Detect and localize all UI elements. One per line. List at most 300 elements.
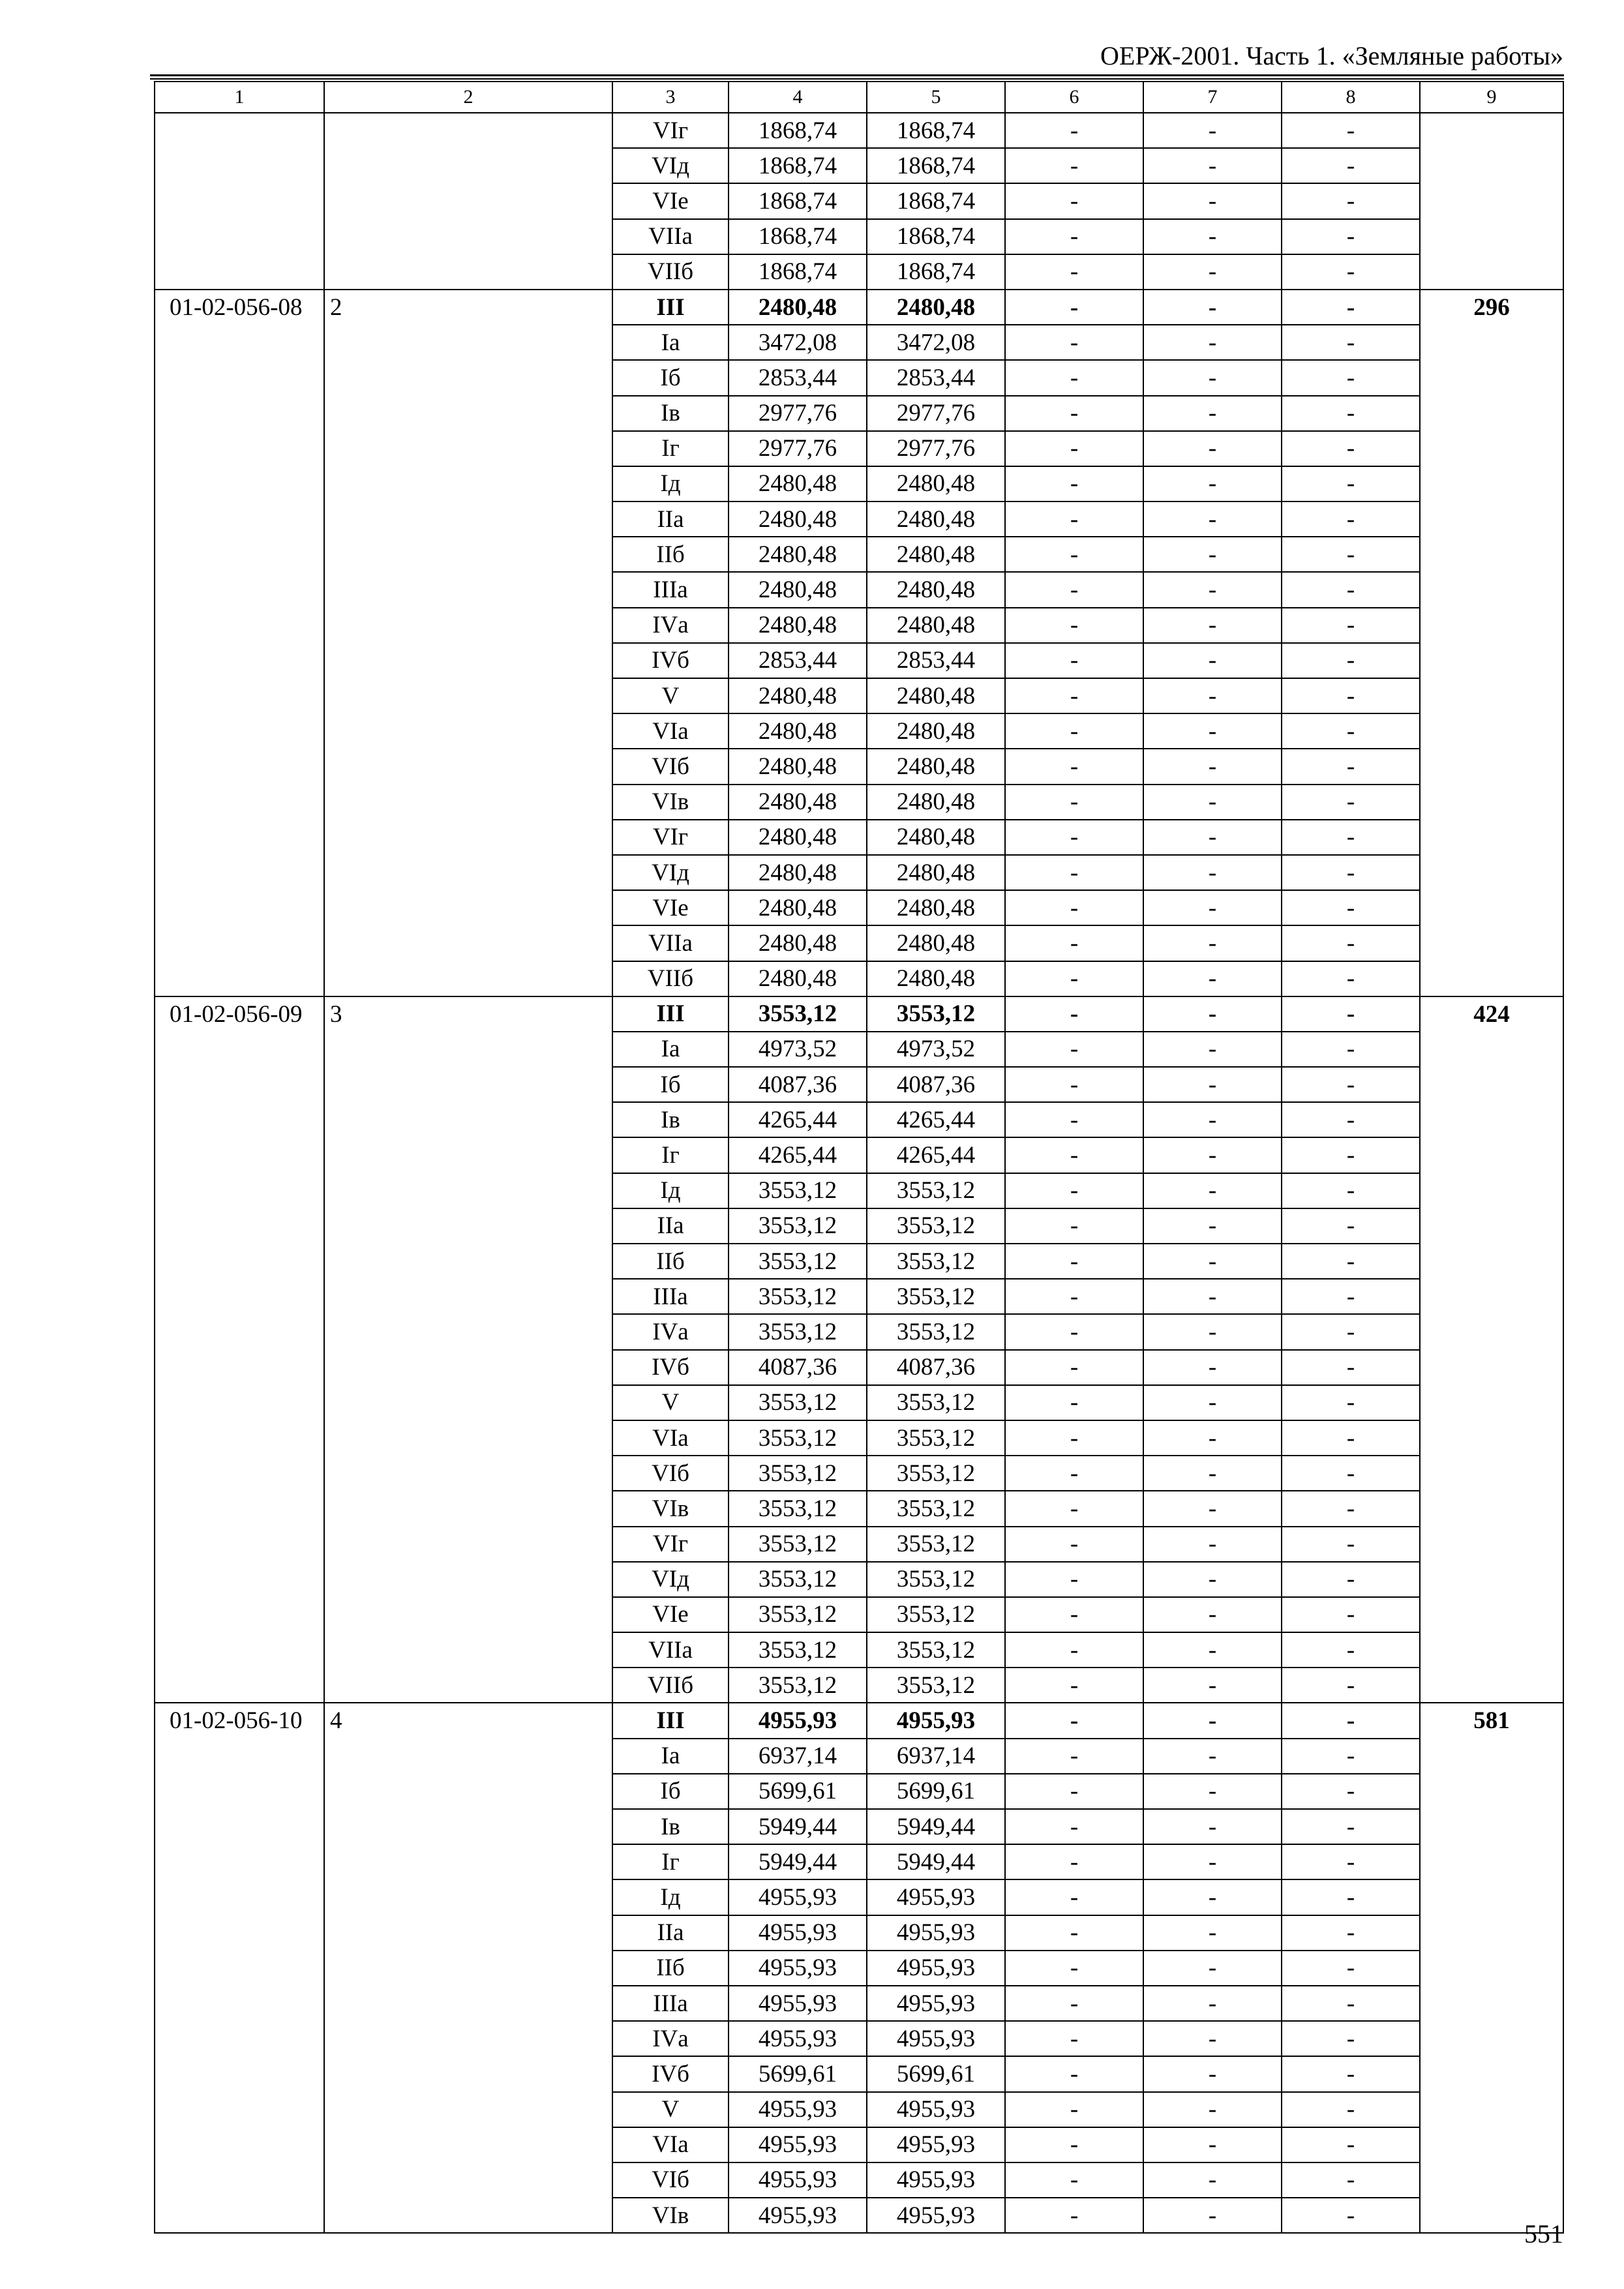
value-cell: 4265,44 <box>867 1102 1005 1137</box>
value-cell: 4955,93 <box>867 1915 1005 1951</box>
value-cell: 2480,48 <box>867 466 1005 501</box>
value-cell: 4955,93 <box>729 2162 867 2198</box>
value-cell: 1868,74 <box>729 113 867 148</box>
value-cell: 3553,12 <box>867 1314 1005 1349</box>
value-cell: - <box>1005 325 1143 360</box>
column-9-cell: 296 <box>1420 290 1563 996</box>
value-cell: - <box>1005 1951 1143 1986</box>
value-cell: 4973,52 <box>729 1032 867 1067</box>
category-cell: VIIб <box>612 254 729 290</box>
value-cell: - <box>1282 113 1420 148</box>
value-cell: - <box>1143 113 1282 148</box>
value-cell: - <box>1005 360 1143 395</box>
category-cell: VIа <box>612 1420 729 1456</box>
value-cell: - <box>1005 1915 1143 1951</box>
category-cell: IIIа <box>612 1986 729 2021</box>
value-cell: 2977,76 <box>729 396 867 431</box>
value-cell: 4955,93 <box>729 1986 867 2021</box>
value-cell: - <box>1282 643 1420 678</box>
value-cell: - <box>1282 996 1420 1032</box>
value-cell: 5949,44 <box>867 1844 1005 1879</box>
value-cell: - <box>1005 2127 1143 2162</box>
column-number: 8 <box>1282 82 1420 113</box>
column-number: 3 <box>612 82 729 113</box>
column-number: 9 <box>1420 82 1563 113</box>
value-cell: - <box>1005 1244 1143 1279</box>
category-cell: IIб <box>612 537 729 572</box>
value-cell: 1868,74 <box>867 148 1005 183</box>
value-cell: - <box>1143 219 1282 254</box>
value-cell: - <box>1005 290 1143 325</box>
column-9-cell: 424 <box>1420 996 1563 1703</box>
value-cell: - <box>1005 1491 1143 1526</box>
value-cell: - <box>1005 996 1143 1032</box>
category-cell: Iд <box>612 1173 729 1208</box>
category-cell: VIд <box>612 148 729 183</box>
value-cell: 2480,48 <box>729 890 867 925</box>
value-cell: - <box>1143 1739 1282 1774</box>
value-cell: - <box>1143 1527 1282 1562</box>
value-cell: - <box>1005 2092 1143 2127</box>
value-cell: - <box>1282 713 1420 749</box>
value-cell: - <box>1143 1314 1282 1349</box>
value-cell: 4265,44 <box>867 1137 1005 1173</box>
category-cell: III <box>612 996 729 1032</box>
value-cell: - <box>1282 785 1420 820</box>
column-number: 7 <box>1143 82 1282 113</box>
price-table <box>154 81 1564 2234</box>
category-cell: Iв <box>612 1102 729 1137</box>
value-cell: - <box>1282 1456 1420 1491</box>
category-cell: Iд <box>612 1879 729 1915</box>
value-cell: - <box>1143 466 1282 501</box>
category-cell: Iа <box>612 1032 729 1067</box>
value-cell: 2480,48 <box>867 855 1005 890</box>
category-cell: VIе <box>612 183 729 218</box>
value-cell: - <box>1282 254 1420 290</box>
value-cell: 3553,12 <box>729 1632 867 1668</box>
category-cell: IVа <box>612 2021 729 2056</box>
value-cell: - <box>1282 1385 1420 1420</box>
value-cell: 1868,74 <box>729 148 867 183</box>
column-number: 2 <box>324 82 612 113</box>
value-cell: 2480,48 <box>867 290 1005 325</box>
value-cell: - <box>1282 1703 1420 1738</box>
value-cell: 2480,48 <box>867 749 1005 784</box>
value-cell: 4955,93 <box>867 1879 1005 1915</box>
value-cell: - <box>1143 1986 1282 2021</box>
value-cell: - <box>1005 1173 1143 1208</box>
value-cell: - <box>1282 466 1420 501</box>
value-cell: - <box>1005 183 1143 218</box>
value-cell: 3553,12 <box>867 1491 1005 1526</box>
value-cell: 3553,12 <box>729 1597 867 1632</box>
value-cell: - <box>1005 1279 1143 1314</box>
table-row <box>155 290 1563 325</box>
value-cell: 2480,48 <box>729 501 867 537</box>
table-body <box>155 82 1563 2233</box>
column-2-cell: 3 <box>324 996 612 1703</box>
value-cell: - <box>1143 996 1282 1032</box>
value-cell: - <box>1143 2021 1282 2056</box>
value-cell: 2480,48 <box>729 785 867 820</box>
value-cell: - <box>1143 1562 1282 1597</box>
value-cell: 1868,74 <box>729 183 867 218</box>
value-cell: - <box>1143 961 1282 996</box>
value-cell: - <box>1282 1137 1420 1173</box>
category-cell: IIIа <box>612 572 729 607</box>
value-cell: - <box>1005 1703 1143 1738</box>
value-cell: 2480,48 <box>867 925 1005 961</box>
value-cell: - <box>1143 1879 1282 1915</box>
value-cell: - <box>1005 1527 1143 1562</box>
value-cell: 3553,12 <box>867 1562 1005 1597</box>
category-cell: IVа <box>612 1314 729 1349</box>
category-cell: Iг <box>612 1137 729 1173</box>
value-cell: 2480,48 <box>729 749 867 784</box>
value-cell: 2853,44 <box>867 643 1005 678</box>
value-cell: - <box>1143 1456 1282 1491</box>
value-cell: - <box>1143 290 1282 325</box>
value-cell: - <box>1143 678 1282 713</box>
value-cell: - <box>1143 572 1282 607</box>
value-cell: - <box>1005 537 1143 572</box>
value-cell: 2480,48 <box>729 713 867 749</box>
value-cell: 2480,48 <box>867 537 1005 572</box>
value-cell: 2480,48 <box>729 290 867 325</box>
value-cell: - <box>1282 501 1420 537</box>
value-cell: - <box>1282 1986 1420 2021</box>
value-cell: - <box>1282 1527 1420 1562</box>
value-cell: - <box>1143 608 1282 643</box>
value-cell: - <box>1282 1102 1420 1137</box>
value-cell: 4955,93 <box>867 2198 1005 2233</box>
value-cell: - <box>1143 1137 1282 1173</box>
value-cell: - <box>1143 1032 1282 1067</box>
value-cell: - <box>1005 2021 1143 2056</box>
category-cell: IIа <box>612 501 729 537</box>
value-cell: 2977,76 <box>867 396 1005 431</box>
value-cell: 5699,61 <box>867 2056 1005 2091</box>
value-cell: 3553,12 <box>867 1385 1005 1420</box>
value-cell: - <box>1282 1562 1420 1597</box>
value-cell: - <box>1282 1597 1420 1632</box>
value-cell: - <box>1282 183 1420 218</box>
value-cell: - <box>1143 2198 1282 2233</box>
value-cell: - <box>1282 360 1420 395</box>
value-cell: 3553,12 <box>729 1491 867 1526</box>
category-cell: VIв <box>612 785 729 820</box>
value-cell: - <box>1143 1915 1282 1951</box>
value-cell: - <box>1005 1032 1143 1067</box>
value-cell: - <box>1005 1879 1143 1915</box>
column-9-cell <box>1420 113 1563 290</box>
value-cell: - <box>1282 537 1420 572</box>
value-cell: 4955,93 <box>867 1703 1005 1738</box>
value-cell: - <box>1005 1067 1143 1102</box>
value-cell: - <box>1143 1844 1282 1879</box>
value-cell: 3553,12 <box>867 1632 1005 1668</box>
category-cell: VIб <box>612 749 729 784</box>
category-cell: VIв <box>612 1491 729 1526</box>
value-cell: 5949,44 <box>729 1844 867 1879</box>
value-cell: - <box>1143 855 1282 890</box>
value-cell: 3553,12 <box>729 1385 867 1420</box>
value-cell: 4955,93 <box>867 2021 1005 2056</box>
value-cell: 4955,93 <box>729 1951 867 1986</box>
value-cell: - <box>1005 608 1143 643</box>
value-cell: - <box>1143 1951 1282 1986</box>
value-cell: 3553,12 <box>729 1244 867 1279</box>
value-cell: - <box>1005 785 1143 820</box>
value-cell: - <box>1282 749 1420 784</box>
value-cell: - <box>1143 1173 1282 1208</box>
value-cell: 2480,48 <box>729 572 867 607</box>
header-rule <box>150 78 1564 80</box>
category-cell: Iг <box>612 431 729 466</box>
value-cell: - <box>1282 1279 1420 1314</box>
category-cell: IVа <box>612 608 729 643</box>
category-cell: VIIб <box>612 961 729 996</box>
value-cell: - <box>1143 713 1282 749</box>
value-cell: 3472,08 <box>867 325 1005 360</box>
value-cell: 4955,93 <box>729 1879 867 1915</box>
value-cell: - <box>1282 290 1420 325</box>
value-cell: - <box>1143 1809 1282 1844</box>
value-cell: - <box>1005 572 1143 607</box>
value-cell: 2480,48 <box>867 713 1005 749</box>
rate-code-cell: 01-02-056-09 <box>155 996 324 1703</box>
value-cell: - <box>1143 1244 1282 1279</box>
value-cell: - <box>1005 1986 1143 2021</box>
value-cell: - <box>1005 1562 1143 1597</box>
category-cell: VIб <box>612 1456 729 1491</box>
value-cell: 3553,12 <box>867 1173 1005 1208</box>
value-cell: 3553,12 <box>867 1456 1005 1491</box>
column-2-cell: 4 <box>324 1703 612 2233</box>
value-cell: - <box>1282 1951 1420 1986</box>
category-cell: IVб <box>612 1350 729 1385</box>
category-cell: Iа <box>612 1739 729 1774</box>
value-cell: - <box>1282 1809 1420 1844</box>
category-cell: Iб <box>612 360 729 395</box>
value-cell: 2480,48 <box>729 820 867 855</box>
value-cell: - <box>1143 643 1282 678</box>
value-cell: 5699,61 <box>729 2056 867 2091</box>
value-cell: - <box>1005 501 1143 537</box>
value-cell: - <box>1143 1597 1282 1632</box>
value-cell: - <box>1282 2021 1420 2056</box>
value-cell: 3553,12 <box>729 1420 867 1456</box>
value-cell: 4955,93 <box>867 1986 1005 2021</box>
category-cell: VIг <box>612 820 729 855</box>
value-cell: - <box>1143 749 1282 784</box>
value-cell: - <box>1282 2056 1420 2091</box>
value-cell: - <box>1143 1668 1282 1703</box>
page-header-title: ОЕРЖ-2001. Часть 1. «Земляные работы» <box>1100 41 1563 70</box>
value-cell: - <box>1282 2162 1420 2198</box>
value-cell: 1868,74 <box>867 254 1005 290</box>
value-cell: 4955,93 <box>729 2021 867 2056</box>
value-cell: - <box>1282 1632 1420 1668</box>
value-cell: 3553,12 <box>729 996 867 1032</box>
value-cell: - <box>1282 1915 1420 1951</box>
value-cell: 4955,93 <box>867 2092 1005 2127</box>
column-2-cell: 2 <box>324 290 612 996</box>
value-cell: 2480,48 <box>867 820 1005 855</box>
value-cell: - <box>1282 1739 1420 1774</box>
value-cell: 4087,36 <box>867 1067 1005 1102</box>
category-cell: VIе <box>612 890 729 925</box>
category-cell: IIIа <box>612 1279 729 1314</box>
value-cell: 4955,93 <box>729 1915 867 1951</box>
value-cell: - <box>1282 925 1420 961</box>
value-cell: - <box>1143 501 1282 537</box>
value-cell: 2480,48 <box>867 572 1005 607</box>
value-cell: - <box>1282 890 1420 925</box>
value-cell: - <box>1282 961 1420 996</box>
value-cell: - <box>1282 820 1420 855</box>
category-cell: IVб <box>612 643 729 678</box>
value-cell: - <box>1005 1208 1143 1244</box>
value-cell: - <box>1005 396 1143 431</box>
value-cell: - <box>1143 1208 1282 1244</box>
table-row <box>155 1703 1563 1738</box>
value-cell: 2480,48 <box>867 890 1005 925</box>
value-cell: 2480,48 <box>729 466 867 501</box>
category-cell: VIд <box>612 1562 729 1597</box>
value-cell: - <box>1005 1137 1143 1173</box>
value-cell: - <box>1143 820 1282 855</box>
category-cell: V <box>612 2092 729 2127</box>
category-cell: Iв <box>612 1809 729 1844</box>
category-cell: VIIа <box>612 925 729 961</box>
value-cell: - <box>1005 254 1143 290</box>
category-cell: III <box>612 1703 729 1738</box>
value-cell: 5699,61 <box>867 1774 1005 1809</box>
value-cell: - <box>1143 325 1282 360</box>
value-cell: 3553,12 <box>867 996 1005 1032</box>
value-cell: 6937,14 <box>867 1739 1005 1774</box>
value-cell: - <box>1282 325 1420 360</box>
table-row <box>155 996 1563 1032</box>
value-cell: - <box>1282 1314 1420 1349</box>
value-cell: - <box>1005 1774 1143 1809</box>
value-cell: - <box>1005 925 1143 961</box>
category-cell: VIб <box>612 2162 729 2198</box>
value-cell: - <box>1282 1208 1420 1244</box>
value-cell: - <box>1143 1279 1282 1314</box>
category-cell: VIIа <box>612 219 729 254</box>
value-cell: 2480,48 <box>867 608 1005 643</box>
value-cell: 4265,44 <box>729 1137 867 1173</box>
value-cell: - <box>1143 2162 1282 2198</box>
category-cell: III <box>612 290 729 325</box>
value-cell: 2480,48 <box>867 678 1005 713</box>
column-9-cell: 581 <box>1420 1703 1563 2233</box>
value-cell: 2480,48 <box>867 961 1005 996</box>
value-cell: 3553,12 <box>867 1244 1005 1279</box>
category-cell: Iб <box>612 1067 729 1102</box>
value-cell: - <box>1005 678 1143 713</box>
value-cell: - <box>1005 1314 1143 1349</box>
category-cell: IIа <box>612 1915 729 1951</box>
value-cell: 3553,12 <box>729 1173 867 1208</box>
value-cell: 3472,08 <box>729 325 867 360</box>
value-cell: - <box>1005 1350 1143 1385</box>
value-cell: 2977,76 <box>867 431 1005 466</box>
value-cell: - <box>1005 643 1143 678</box>
value-cell: 4955,93 <box>729 2092 867 2127</box>
value-cell: - <box>1005 1668 1143 1703</box>
category-cell: IIб <box>612 1951 729 1986</box>
value-cell: - <box>1143 2056 1282 2091</box>
category-cell: VIе <box>612 1597 729 1632</box>
value-cell: - <box>1282 1668 1420 1703</box>
value-cell: - <box>1282 2127 1420 2162</box>
rate-code-cell: 01-02-056-08 <box>155 290 324 996</box>
value-cell: - <box>1005 961 1143 996</box>
value-cell: - <box>1143 360 1282 395</box>
category-cell: VIа <box>612 2127 729 2162</box>
category-cell: IIб <box>612 1244 729 1279</box>
value-cell: - <box>1143 1067 1282 1102</box>
value-cell: - <box>1143 1350 1282 1385</box>
value-cell: - <box>1005 2198 1143 2233</box>
value-cell: 4087,36 <box>729 1067 867 1102</box>
category-cell: V <box>612 1385 729 1420</box>
value-cell: - <box>1005 1420 1143 1456</box>
value-cell: - <box>1143 2092 1282 2127</box>
value-cell: - <box>1143 1385 1282 1420</box>
value-cell: 3553,12 <box>867 1420 1005 1456</box>
value-cell: 2480,48 <box>867 785 1005 820</box>
value-cell: - <box>1005 1739 1143 1774</box>
value-cell: 2480,48 <box>867 501 1005 537</box>
table-row <box>155 113 1563 148</box>
value-cell: - <box>1005 2056 1143 2091</box>
category-cell: V <box>612 678 729 713</box>
value-cell: - <box>1282 1067 1420 1102</box>
value-cell: - <box>1282 1173 1420 1208</box>
category-cell: IVб <box>612 2056 729 2091</box>
value-cell: - <box>1143 537 1282 572</box>
value-cell: - <box>1143 183 1282 218</box>
value-cell: - <box>1282 2198 1420 2233</box>
value-cell: - <box>1005 890 1143 925</box>
value-cell: 3553,12 <box>729 1314 867 1349</box>
value-cell: - <box>1143 785 1282 820</box>
value-cell: - <box>1005 431 1143 466</box>
value-cell: - <box>1005 855 1143 890</box>
value-cell: - <box>1282 572 1420 607</box>
column-number-row <box>155 82 1563 113</box>
value-cell: 3553,12 <box>867 1527 1005 1562</box>
value-cell: - <box>1282 1879 1420 1915</box>
value-cell: - <box>1143 1703 1282 1738</box>
value-cell: - <box>1282 1420 1420 1456</box>
value-cell: - <box>1005 148 1143 183</box>
value-cell: 4955,93 <box>867 2127 1005 2162</box>
value-cell: 1868,74 <box>729 219 867 254</box>
value-cell: 5699,61 <box>729 1774 867 1809</box>
value-cell: 2977,76 <box>729 431 867 466</box>
value-cell: 5949,44 <box>867 1809 1005 1844</box>
value-cell: 3553,12 <box>867 1597 1005 1632</box>
value-cell: 4955,93 <box>729 1703 867 1738</box>
value-cell: 1868,74 <box>867 113 1005 148</box>
value-cell: 2480,48 <box>729 678 867 713</box>
